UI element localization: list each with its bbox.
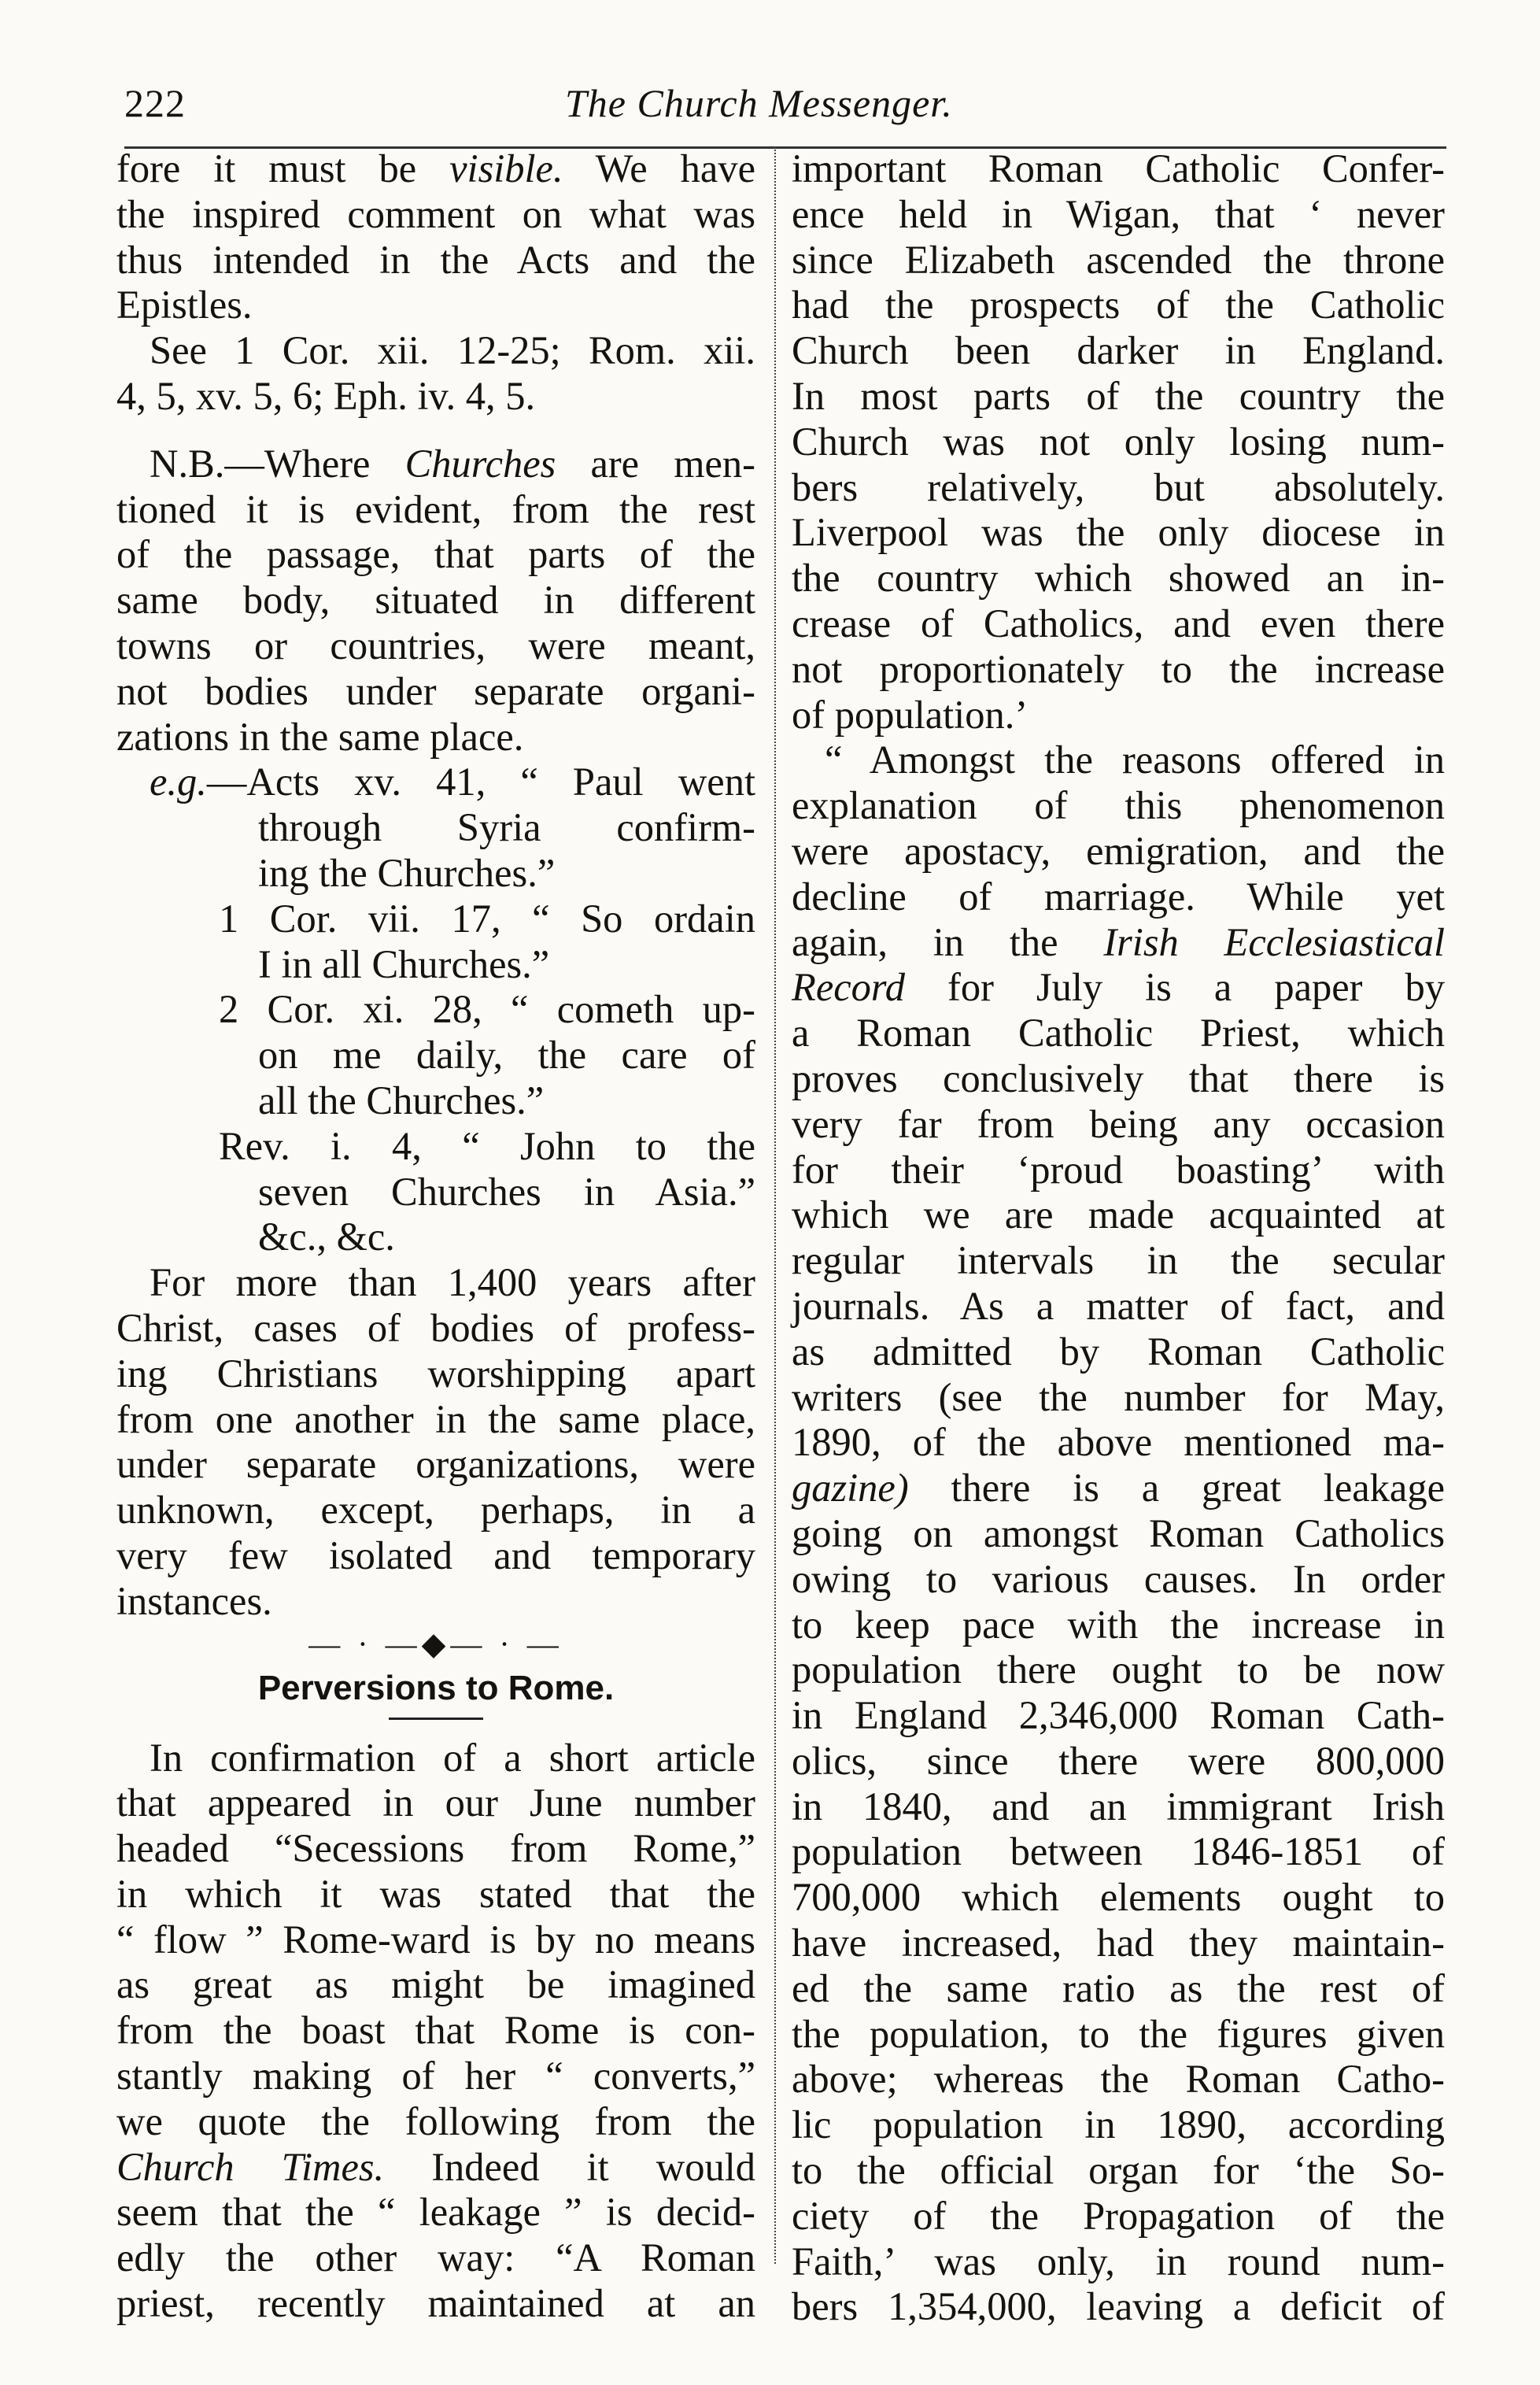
section-ornament: — · —◆— · — — [308, 1625, 563, 1662]
text-line: ence held in Wigan, that ‘ never — [792, 191, 1445, 236]
text-line: were apostacy, emigration, and the — [792, 828, 1445, 873]
text-line: on me daily, the care of — [258, 1033, 755, 1078]
text-line: gazine) there is a great leakage — [792, 1466, 1445, 1510]
text-line: seven Churches in Asia.” — [258, 1169, 755, 1214]
text-line: in 1840, and an immigrant Irish — [792, 1784, 1445, 1828]
heading-rule — [389, 1718, 483, 1720]
text-line: to keep pace with the increase in — [792, 1602, 1445, 1647]
text-line: from the boast that Rome is con- — [116, 2008, 755, 2053]
text-line: writers (see the number for May, — [792, 1374, 1445, 1419]
text-line: to the official organ for ‘the So- — [792, 2148, 1445, 2193]
text-line: tioned it is evident, from the rest — [116, 486, 755, 531]
text-line: Church Times. Indeed it would — [116, 2144, 755, 2189]
text-line: not bodies under separate organi- — [116, 668, 755, 713]
paragraph-1400-years — [116, 1260, 755, 1624]
text-line: 4, 5, xv. 5, 6; Eph. iv. 4, 5. — [116, 373, 536, 418]
paragraph-wigan-conference — [792, 146, 1445, 738]
paragraph-reasons — [792, 738, 1445, 2330]
text-line: which we are made acquainted at — [792, 1192, 1445, 1237]
text-line: 700,000 which elements ought to — [792, 1875, 1445, 1920]
text-line: owing to various causes. In order — [792, 1556, 1445, 1601]
text-line: unknown, except, perhaps, in a — [116, 1488, 755, 1533]
text-line: Christ, cases of bodies of profess- — [116, 1305, 755, 1350]
paragraph-visible-church — [116, 146, 755, 328]
text-line: seem that the “ leakage ” is decid- — [116, 2190, 755, 2235]
text-line: instances. — [116, 1578, 272, 1623]
text-line: very few isolated and temporary — [116, 1533, 755, 1577]
text-line: of the passage, that parts of the — [116, 532, 755, 577]
text-line: For more than 1,400 years after — [150, 1260, 755, 1305]
text-line: 2 Cor. xi. 28, “ cometh up- — [219, 987, 755, 1032]
page-number: 222 — [124, 81, 186, 125]
scripture-references — [116, 328, 755, 420]
text-line: for their ‘proud boasting’ with — [792, 1147, 1445, 1192]
text-line: lic population in 1890, according — [792, 2102, 1445, 2147]
text-line: we quote the following from the — [116, 2098, 755, 2143]
text-line: the inspired comment on what was — [116, 191, 755, 236]
text-line: 1 Cor. vii. 17, “ So ordain — [219, 896, 755, 941]
text-line: above; whereas the Roman Catho- — [792, 2057, 1445, 2102]
text-line: since Elizabeth ascended the throne — [792, 237, 1445, 282]
text-line: stantly making of her “ converts,” — [116, 2054, 755, 2098]
text-line: e.g.—Acts xv. 41, “ Paul went — [150, 760, 755, 804]
text-line: important Roman Catholic Confer- — [792, 146, 1445, 190]
text-line: going on amongst Roman Catholics — [792, 1510, 1445, 1555]
text-line: of population.’ — [792, 692, 1029, 737]
text-line: edly the other way: “A Roman — [116, 2235, 755, 2280]
text-line: all the Churches.” — [258, 1078, 545, 1122]
journal-title: The Church Messenger. — [565, 81, 953, 125]
text-line: the country which showed an in- — [792, 556, 1445, 601]
text-line: fore it must be visible. We have — [116, 146, 755, 190]
text-line: same body, situated in different — [116, 578, 755, 623]
text-line: population between 1846-1851 of — [792, 1829, 1445, 1874]
text-line: bers relatively, but absolutely. — [792, 464, 1445, 509]
text-line: 1890, of the above mentioned ma- — [792, 1420, 1445, 1465]
section-heading: Perversions to Rome. — [257, 1668, 615, 1707]
text-line: journals. As a matter of fact, and — [792, 1283, 1445, 1328]
paragraph-confirmation — [116, 1736, 755, 2327]
text-line: as great as might be imagined — [116, 1962, 755, 2007]
right-column — [792, 146, 1445, 2330]
text-line: ing Christians worshipping apart — [116, 1351, 755, 1396]
text-line: in England 2,346,000 Roman Cath- — [792, 1693, 1445, 1738]
text-line: &c., &c. — [258, 1215, 395, 1259]
text-line: decline of marriage. While yet — [792, 874, 1445, 919]
text-line: that appeared in our June number — [116, 1780, 755, 1825]
text-line: N.B.—Where Churches are men- — [150, 441, 755, 486]
column-divider — [774, 146, 776, 2264]
text-line: Epistles. — [116, 283, 253, 327]
examples-list — [116, 760, 755, 1260]
text-line: Liverpool was the only diocese in — [792, 510, 1445, 555]
text-line: ing the Churches.” — [258, 850, 556, 895]
text-line: olics, since there were 800,000 — [792, 1738, 1445, 1783]
text-line: through Syria confirm- — [258, 805, 755, 850]
text-line: zations in the same place. — [116, 714, 524, 759]
text-line: Church was not only losing num- — [792, 419, 1445, 464]
text-line: priest, recently maintained at an — [116, 2281, 755, 2326]
text-line: a Roman Catholic Priest, which — [792, 1011, 1445, 1056]
text-line: under separate organizations, were — [116, 1442, 755, 1487]
text-line: “ Amongst the reasons offered in — [825, 738, 1445, 782]
text-line: towns or countries, were meant, — [116, 623, 755, 667]
text-line: crease of Catholics, and even there — [792, 601, 1445, 645]
text-line: again, in the Irish Ecclesiastical — [792, 919, 1445, 964]
text-line: In confirmation of a short article — [150, 1735, 755, 1780]
text-line: as admitted by Roman Catholic — [792, 1329, 1445, 1374]
nota-bene-paragraph — [116, 442, 755, 760]
text-line: Faith,’ was only, in round num- — [792, 2239, 1445, 2283]
text-line: Church been darker in England. — [792, 328, 1445, 373]
text-line: ed the same ratio as the rest of — [792, 1965, 1445, 2010]
text-line: from one another in the same place, — [116, 1396, 755, 1441]
text-line: Rev. i. 4, “ John to the — [219, 1123, 755, 1168]
text-line: I in all Churches.” — [258, 941, 550, 986]
text-line: headed “Secessions from Rome,” — [116, 1826, 755, 1871]
text-line: the population, to the figures given — [792, 2011, 1445, 2056]
text-line: population there ought to be now — [792, 1647, 1445, 1692]
text-line: In most parts of the country the — [792, 373, 1445, 418]
text-line: have increased, had they maintain- — [792, 1921, 1445, 1965]
text-line: explanation of this phenomenon — [792, 783, 1445, 828]
text-line: ciety of the Propagation of the — [792, 2193, 1445, 2238]
text-line: “ flow ” Rome-ward is by no means — [116, 1917, 755, 1962]
text-line: had the prospects of the Catholic — [792, 283, 1445, 327]
text-line: in which it was stated that the — [116, 1871, 755, 1916]
text-line: not proportionately to the increase — [792, 646, 1445, 691]
text-line: thus intended in the Acts and the — [116, 237, 755, 282]
text-line: Record for July is a paper by — [792, 965, 1445, 1010]
text-line: See 1 Cor. xii. 12-25; Rom. xii. — [150, 328, 755, 373]
text-line: regular intervals in the secular — [792, 1238, 1445, 1283]
left-column — [116, 146, 755, 2327]
text-line: bers 1,354,000, leaving a deficit of — [792, 2284, 1445, 2329]
text-line: proves conclusively that there is — [792, 1056, 1445, 1100]
text-line: very far from being any occasion — [792, 1101, 1445, 1146]
page-header — [124, 76, 1446, 149]
